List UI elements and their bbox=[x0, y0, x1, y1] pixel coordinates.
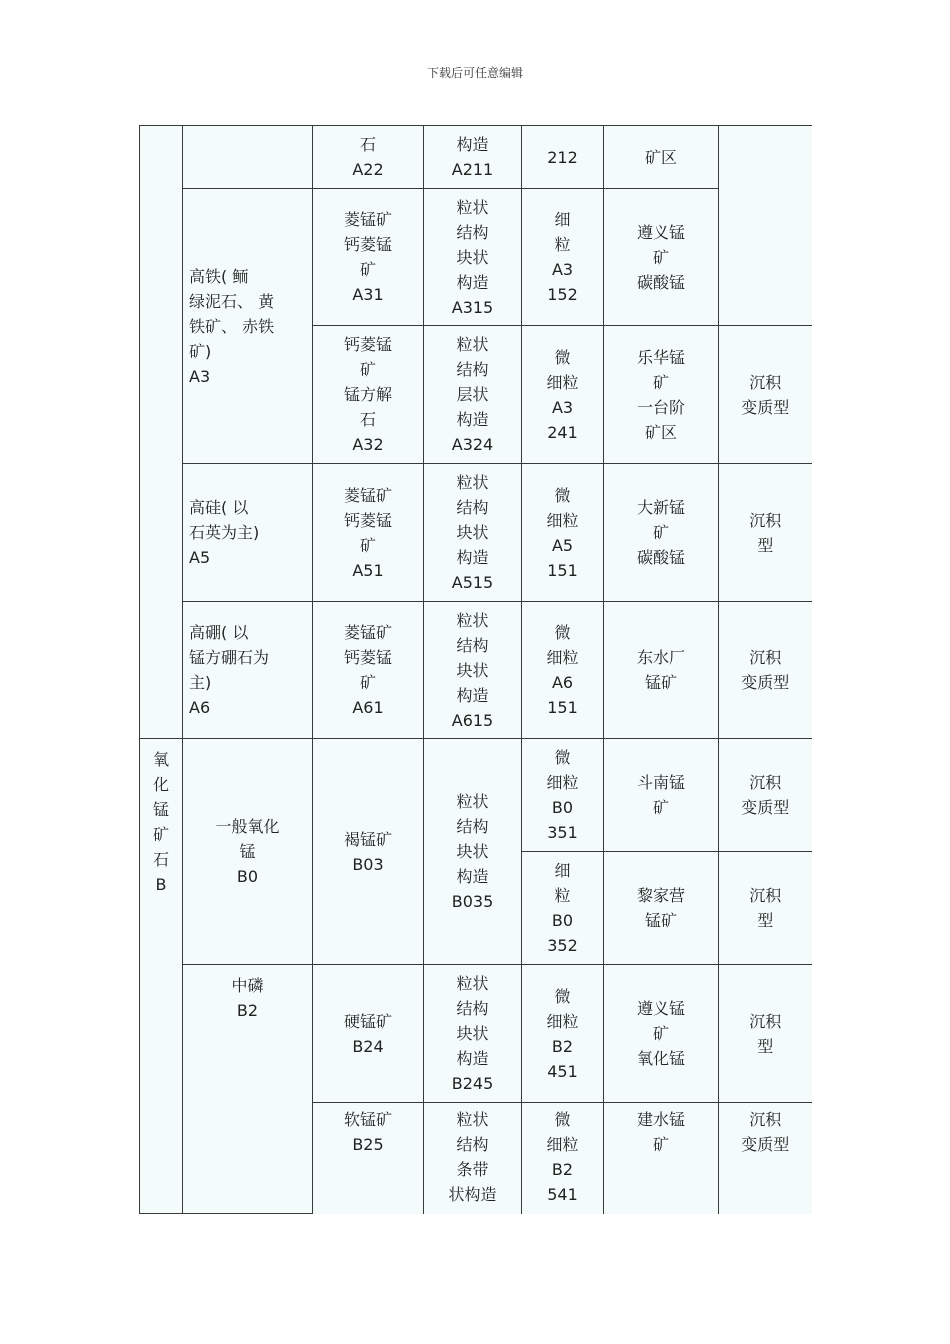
subtype-cell: 高铁( 鲕 绿泥石、 黄 铁矿、 赤铁 矿) A3 bbox=[183, 189, 313, 464]
granularity-cell: 微 细粒 A5 151 bbox=[522, 464, 604, 602]
table-row bbox=[140, 464, 812, 602]
table-row bbox=[140, 126, 812, 189]
mineral-cell: 石 A22 bbox=[313, 126, 424, 189]
ore-classification-table bbox=[139, 125, 812, 1214]
genesis-cell: 沉积 型 bbox=[719, 464, 812, 602]
mineral-cell: 菱锰矿 钙菱锰 矿 A51 bbox=[313, 464, 424, 602]
page-header: 下载后可任意编辑 bbox=[426, 66, 523, 80]
granularity-cell: 微 细粒 B0 351 bbox=[522, 739, 604, 852]
mineral-cell: 钙菱锰 矿 锰方解 石 A32 bbox=[313, 326, 424, 464]
table-row bbox=[140, 602, 812, 739]
structure-cell: 粒状 结构 条带 状构造 bbox=[424, 1103, 522, 1214]
table-row bbox=[140, 189, 812, 326]
structure-cell: 粒状 结构 块状 构造 A315 bbox=[424, 189, 522, 326]
mineral-cell: 软锰矿 B25 bbox=[313, 1103, 424, 1214]
structure-cell: 粒状 结构 块状 构造 A515 bbox=[424, 464, 522, 602]
subtype-cell: 高硼( 以 锰方硼石为 主) A6 bbox=[183, 602, 313, 739]
structure-cell: 粒状 结构 块状 构造 B245 bbox=[424, 965, 522, 1103]
deposit-cell: 斗南锰 矿 bbox=[604, 739, 719, 852]
structure-cell: 粒状 结构 块状 构造 B035 bbox=[424, 739, 522, 965]
deposit-cell: 东水厂 锰矿 bbox=[604, 602, 719, 739]
granularity-cell: 微 细粒 B2 451 bbox=[522, 965, 604, 1103]
deposit-cell: 遵义锰 矿 碳酸锰 bbox=[604, 189, 719, 326]
genesis-cell: 沉积 变质型 bbox=[719, 739, 812, 852]
deposit-cell: 大新锰 矿 碳酸锰 bbox=[604, 464, 719, 602]
genesis-cell bbox=[719, 126, 812, 326]
ore-type-cell bbox=[140, 126, 183, 739]
subtype-cell bbox=[183, 126, 313, 189]
subtype-cell: 高硅( 以 石英为主) A5 bbox=[183, 464, 313, 602]
genesis-cell: 沉积 变质型 bbox=[719, 602, 812, 739]
structure-cell: 粒状 结构 块状 构造 A615 bbox=[424, 602, 522, 739]
mineral-cell: 硬锰矿 B24 bbox=[313, 965, 424, 1103]
structure-cell: 构造 A211 bbox=[424, 126, 522, 189]
genesis-cell: 沉积 变质型 bbox=[719, 326, 812, 464]
genesis-cell: 沉积 型 bbox=[719, 852, 812, 965]
granularity-cell: 212 bbox=[522, 126, 604, 189]
deposit-cell: 矿区 bbox=[604, 126, 719, 189]
mineral-cell: 褐锰矿 B03 bbox=[313, 739, 424, 965]
genesis-cell: 沉积 变质型 bbox=[719, 1103, 812, 1214]
granularity-cell: 微 细粒 B2 541 bbox=[522, 1103, 604, 1214]
ore-type-cell: 氧 化 锰 矿 石 B bbox=[140, 739, 183, 1214]
subtype-cell: 中磷 B2 bbox=[183, 965, 313, 1214]
deposit-cell: 乐华锰 矿 一台阶 矿区 bbox=[604, 326, 719, 464]
table-row bbox=[140, 739, 812, 852]
granularity-cell: 微 细粒 A3 241 bbox=[522, 326, 604, 464]
deposit-cell: 黎家营 锰矿 bbox=[604, 852, 719, 965]
deposit-cell: 遵义锰 矿 氧化锰 bbox=[604, 965, 719, 1103]
subtype-cell: 一般氧化 锰 B0 bbox=[183, 739, 313, 965]
deposit-cell: 建水锰 矿 bbox=[604, 1103, 719, 1214]
mineral-cell: 菱锰矿 钙菱锰 矿 A61 bbox=[313, 602, 424, 739]
genesis-cell: 沉积 型 bbox=[719, 965, 812, 1103]
granularity-cell: 细 粒 A3 152 bbox=[522, 189, 604, 326]
table-row bbox=[140, 965, 812, 1103]
structure-cell: 粒状 结构 层状 构造 A324 bbox=[424, 326, 522, 464]
granularity-cell: 细 粒 B0 352 bbox=[522, 852, 604, 965]
granularity-cell: 微 细粒 A6 151 bbox=[522, 602, 604, 739]
mineral-cell: 菱锰矿 钙菱锰 矿 A31 bbox=[313, 189, 424, 326]
